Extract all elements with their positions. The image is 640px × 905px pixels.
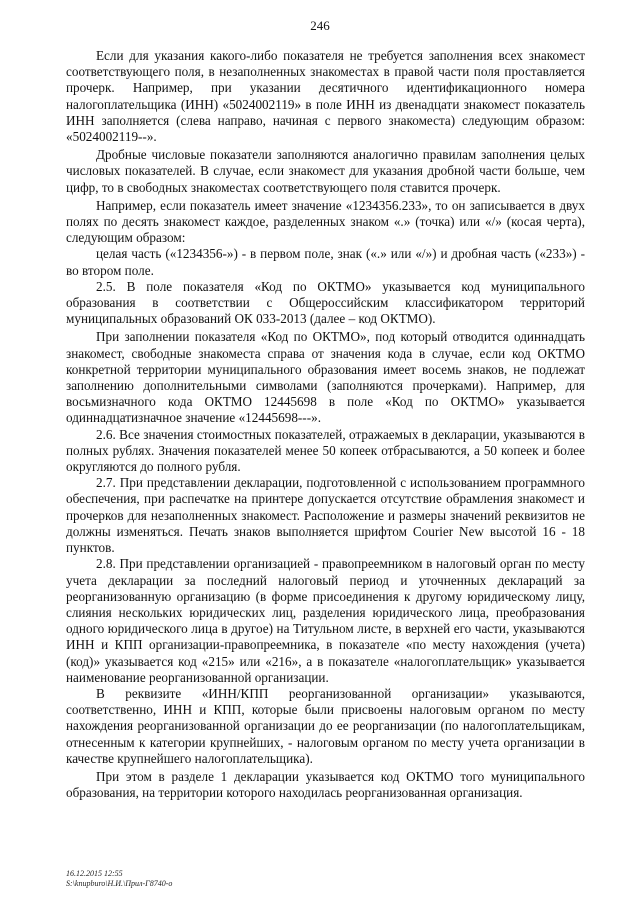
paragraph-2-6-rubles: 2.6. Все значения стоимостных показателей, отражаемых в декларации, указываются в полных рублях. Значения показателей менее 50 копеек отбрасываются, а 50 копеек и более округляются до полного рубля. <box>66 426 585 475</box>
paragraph-2-7-printing: 2.7. При представлении декларации, подготовленной с использованием программного обеспечения, при распечатке на принтере допускается отсутствие обрамления знакомест и прочерков для незаполненных знакомест. Расположение и размеры значений реквизитов не должны изменяться. Печать знаков выполняется шрифтом Courier New высотой 16 - 18 пунктов. <box>66 475 585 556</box>
footer-file-path: S:\knupburo\Н.И.\Прил-Г8740-о <box>66 879 173 888</box>
paragraph-fraction-example: Например, если показатель имеет значение «1234356.233», то он записывается в двух полях по десять знакомест каждое, разделенных знаком «.» (точка) или «/» (косая черта), следующим образом: <box>66 197 585 246</box>
paragraph-fractional-values: Дробные числовые показатели заполняются аналогично правилам заполнения целых числовых показателей. В случае, если знакомест для указания дробной части больше, чем цифр, то в свободных знакоместах соответствующего поля ставится прочерк. <box>66 147 585 195</box>
footer-timestamp: 16.12.2015 12:55 <box>66 869 123 878</box>
paragraph-2-8-successor: 2.8. При представлении организацией - правопреемником в налоговый орган по месту учета декларации за последний налоговый период и уточненных деклараций за реорганизованную организацию (в форме присоединения к другому юридическому лицу, слияния нескольких юридических лиц, разделения юридического лица, преобразования одного юридического лица в другое) на Титульном листе, в верхней его части, указываются ИНН и КПП организации-правопреемника, в показателе «по месту нахождения (учета) (код)» указывается код «215» или «216», а в показателе «налогоплательщик» указывается наименование реорганизованной организации. <box>66 556 585 685</box>
paragraph-2-5-oktmo: 2.5. В поле показателя «Код по ОКТМО» указывается код муниципального образования в соответствии с Общероссийским классификатором территорий муниципальных образований ОК 033-2013 (далее – код ОКТМО). <box>66 278 585 327</box>
paragraph-section-1-oktmo: При этом в разделе 1 декларации указывается код ОКТМО того муниципального образования, на территории которого находилась реорганизованная организация. <box>66 768 585 801</box>
paragraph-blank-fields: Если для указания какого-либо показателя не требуется заполнения всех знакомест соответствующего поля, в незаполненных знакоместах в правой части поля проставляется прочерк. Например, при указании десятичного идентификационного номера налогоплательщика (ИНН) «5024002119» в поле ИНН из двенадцати знакомест показатель ИНН заполняется (слева направо, начиная с первого знакоместа) следующим образом: «5024002119--». <box>66 48 585 145</box>
paragraph-inn-kpp-reorganized: В реквизите «ИНН/КПП реорганизованной организации» указываются, соответственно, ИНН и КПП, которые были присвоены налоговым органом по месту нахождения реорганизованной организации до ее реорганизации (по налогоплательщикам, отнесенным к категории крупнейших, - налоговым органом по месту учета организации в качестве крупнейшего налогоплательщика). <box>66 685 585 766</box>
paragraph-oktmo-filling: При заполнении показателя «Код по ОКТМО», под который отводится одиннадцать знакомест, свободные знакоместа справа от значения кода в случае, если код ОКТМО конкретной территории муниципального образования имеет восемь знаков, не подлежат заполнению дополнительными символами (заполняются прочерками). Например, для восьмизначного кода ОКТМО 12445698 в поле «Код по ОКТМО» указывается одиннадцатизначное значение «12445698---». <box>66 329 585 426</box>
paragraph-fraction-example-parts: целая часть («1234356-») - в первом поле, знак («.» или «/») и дробная часть («233») - во втором поле. <box>66 246 585 278</box>
footer-stamp <box>66 869 172 889</box>
page-number: 246 <box>310 18 330 33</box>
